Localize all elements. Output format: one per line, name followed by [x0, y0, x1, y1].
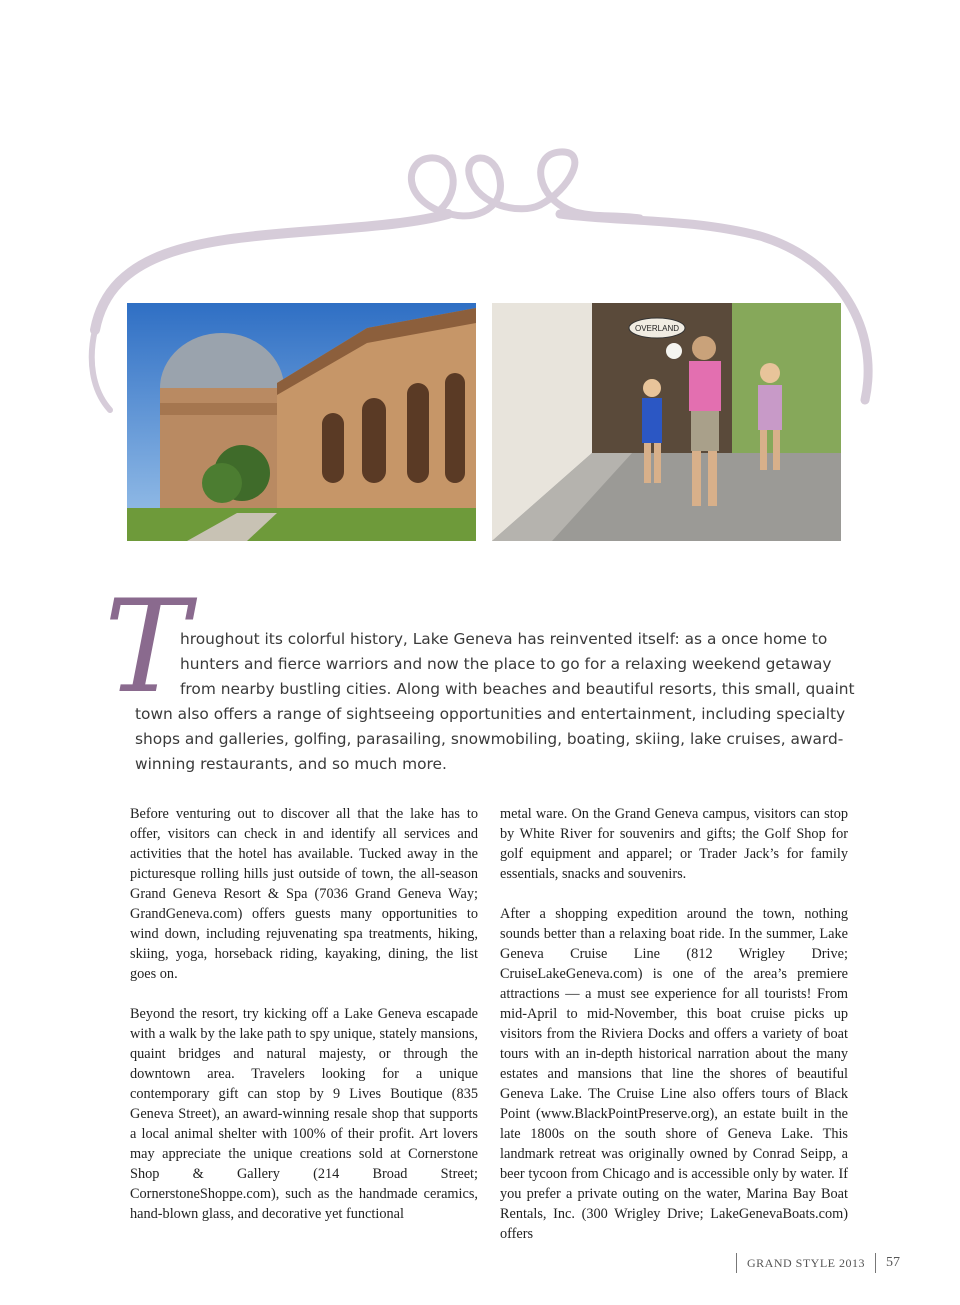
- page-number: 57: [886, 1255, 900, 1270]
- observatory-photo: [127, 303, 476, 541]
- footer-divider: [875, 1253, 876, 1273]
- drop-cap: T: [104, 573, 190, 722]
- body-paragraph: Beyond the resort, try kicking off a Lake Geneva escapade with a walk by the lake path to spy unique, stately mansions, quaint bridges and natural majesty, or through the downtown area. Travelers looking for a unique contemporary gift can stop by 9 Lives Boutique (835 Geneva Street), an award-winning resale shop that supports a local animal shelter with 100% of their profit. Art lovers may appreciate the unique creations sold at Cornerstone Shop & Gallery (214 Broad Street; CornerstoneShoppe.com), such as the handmade ceramics, hand-blown glass, and decorative yet functional: [130, 1006, 478, 1222]
- body-column-right: [500, 804, 848, 1264]
- body-column-left: [130, 804, 478, 1244]
- intro-line: from nearby bustling cities. Along with beaches and beautiful resorts, this small, quaint: [180, 680, 855, 698]
- body-paragraph: Before venturing out to discover all that the lake has to offer, visitors can check in and identify all services and activities that the hotel has available. Tucked away in the picturesque rolling hills just outside of town, the all-season Grand Geneva Resort & Spa (7036 Grand Geneva Way; GrandGeneva.com) offers guests many opportunities to wind down, including rejuvenating spa treatments, hiking, skiing, yoga, horseback riding, kayaking, dining, the list goes on.: [130, 806, 478, 982]
- intro-line: hroughout its colorful history, Lake Geneva has reinvented itself: as a once home to: [180, 630, 828, 648]
- body-paragraph: metal ware. On the Grand Geneva campus, visitors can stop by White River for souvenirs and gifts; the Golf Shop for golf equipment and apparel; or Trader Jack’s for family essentials, snacks and souvenirs.: [500, 806, 848, 882]
- overland-sign: OVERLAND: [634, 324, 680, 333]
- intro-line: hunters and fierce warriors and now the place to go for a relaxing weekend getaway: [180, 655, 832, 673]
- footer-divider: [736, 1253, 737, 1273]
- intro-line: winning restaurants, and so much more.: [135, 755, 447, 773]
- magazine-name: GRAND STYLE 2013: [747, 1255, 865, 1270]
- street-walkers-photo: [492, 303, 841, 541]
- page-footer: [726, 1252, 900, 1274]
- intro-line: town also offers a range of sightseeing opportunities and entertainment, including specialty: [135, 705, 846, 723]
- body-paragraph: After a shopping expedition around the town, nothing sounds better than a relaxing boat ride. In the summer, Lake Geneva Cruise Line (812 Wrigley Drive; CruiseLakeGeneva.com) is one of the area’s premiere attractions — a must see experience for all tourists! From mid-April to mid-November, this boat cruise picks up visitors from the Riviera Docks and offers a variety of boat tours with an in-depth historical narration about the many estates and mansions that line the shores of beautiful Geneva Lake. The Cruise Line also offers tours of Black Point (www.BlackPointPreserve.org), an estate built in the late 1800s on the south shore of Geneva Lake. This landmark retreat was originally owned by Conrad Seipp, a beer tycoon from Chicago and is accessible only by water. If you prefer a private outing on the water, Marina Bay Boat Rentals, Inc. (300 Wrigley Drive; LakeGenevaBoats.com) offers: [500, 906, 848, 1242]
- intro-paragraph: [135, 627, 855, 777]
- intro-line: shops and galleries, golfing, parasailing, snowmobiling, boating, skiing, lake cruises, award-: [135, 730, 844, 748]
